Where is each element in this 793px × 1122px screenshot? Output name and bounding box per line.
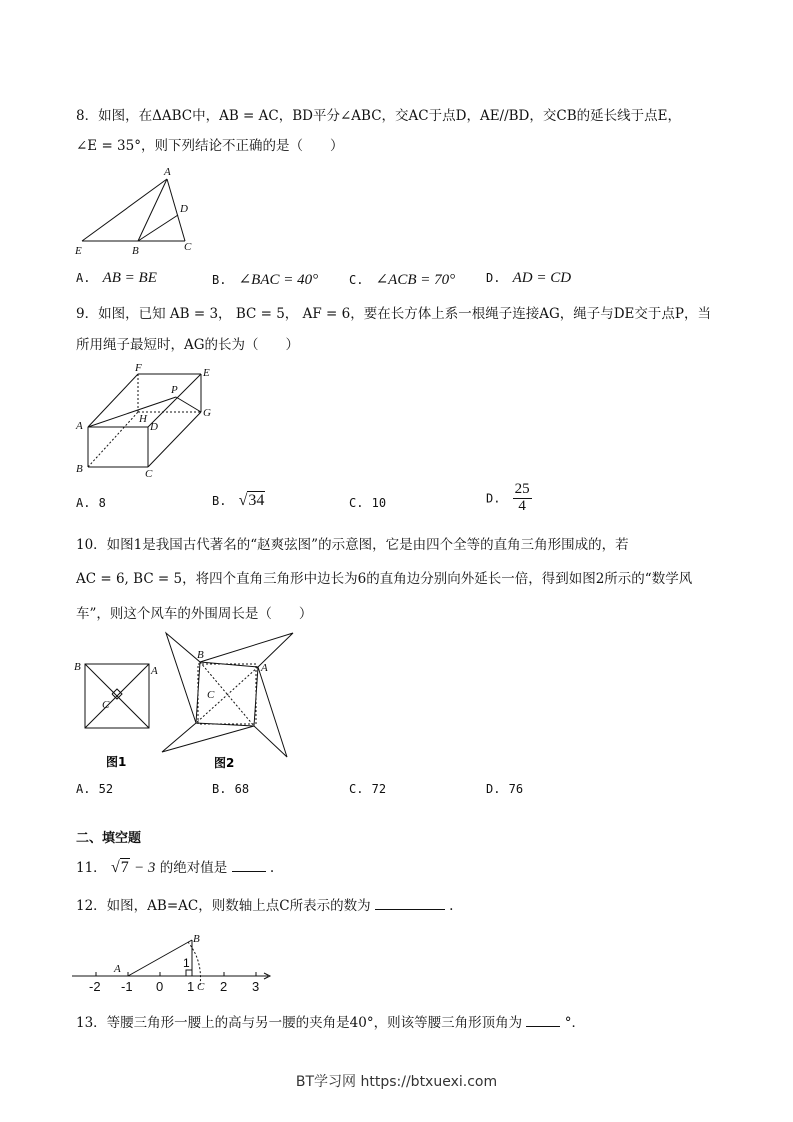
label-h: H	[139, 413, 147, 425]
label-p: P	[171, 384, 178, 396]
option-letter: D.	[486, 271, 501, 285]
q13-text: 13．等腰三角形一腰上的高与另一腰的夹角是40°，则该等腰三角形顶角为	[76, 1015, 523, 1031]
caption-figure2: 图2	[214, 756, 235, 770]
option-text: AD = CD	[512, 270, 572, 286]
q12-stem	[76, 894, 453, 914]
hidden-edge-bh	[88, 412, 138, 467]
radicand: 7	[120, 859, 129, 876]
q10-figure2-windmill	[160, 630, 300, 770]
label-b: B	[74, 661, 81, 673]
q10-option-a[interactable]	[76, 782, 113, 797]
option-letter: C.	[349, 782, 364, 796]
label-b: B	[197, 649, 204, 661]
label-a: A	[164, 166, 171, 178]
q9-option-c[interactable]	[349, 496, 386, 511]
q11-suffix: 的绝对值是	[159, 860, 228, 876]
q10-option-b[interactable]	[212, 782, 249, 797]
option-letter: C.	[349, 273, 364, 287]
tick-label: -1	[121, 979, 133, 994]
q10-option-d[interactable]	[486, 782, 523, 797]
edge-af	[88, 374, 138, 427]
q13-end: °．	[564, 1015, 585, 1031]
inner-square	[112, 689, 122, 699]
radicand: 34	[248, 492, 265, 509]
q9-stem-line1: 9．如图，已知 AB = 3， BC = 5， AF = 6，要在长方体上系一根绳子连接AG，绳子与DE交于点P，当	[76, 306, 711, 322]
label-b: B	[193, 933, 200, 945]
label-g: G	[203, 407, 211, 419]
q10-stem-line3: 车”，则这个风车的外围周长是（ ）	[76, 606, 313, 622]
option-text: ∠ACB = 70°	[375, 272, 456, 288]
option-text: 72	[371, 782, 387, 796]
q10-option-c[interactable]	[349, 782, 386, 797]
label-c: C	[197, 981, 205, 993]
right-angle-mark	[186, 970, 192, 976]
label-b: B	[76, 463, 83, 475]
label-c: C	[145, 468, 153, 478]
q13-stem	[76, 1011, 585, 1031]
label-c: C	[102, 699, 110, 711]
q10-stem-line2: AC = 6, BC = 5，将四个直角三角形中边长为6的直角边分别向外延长一倍，得到如图2所示的“数学风	[76, 571, 693, 587]
vane-bottom	[162, 723, 254, 752]
label-a: A	[261, 662, 268, 674]
q9-cuboid-figure	[70, 360, 220, 478]
dashed-diag-2	[196, 667, 258, 723]
option-letter: D.	[486, 491, 501, 506]
label-e: E	[203, 367, 210, 379]
label-a: A	[151, 665, 158, 677]
tick-label: 3	[252, 979, 260, 994]
option-text: 10	[371, 496, 387, 510]
vane-right	[254, 667, 287, 757]
label-d: D	[150, 421, 158, 433]
q8-triangle-figure	[70, 162, 200, 257]
label-c: C	[184, 241, 192, 253]
option-text: AB = BE	[102, 270, 157, 286]
rope-pg	[176, 397, 201, 412]
option-letter: D.	[486, 782, 501, 796]
q11-sqrt: √7	[110, 859, 129, 876]
q12-end: .	[449, 898, 454, 914]
q9-stem-line2: 所用绳子最短时，AG的长为（ ）	[76, 337, 300, 353]
label-b: B	[132, 245, 139, 257]
q11-prefix: 11．	[76, 860, 107, 876]
tick-label: -2	[89, 979, 101, 994]
tick-label: 2	[220, 979, 228, 994]
option-text: ∠BAC = 40°	[238, 272, 319, 288]
label-c: C	[207, 689, 215, 701]
numerator: 25	[514, 481, 530, 497]
q8-stem-line1: 8．如图，在ΔABC中，AB = AC，BD平分∠ABC，交AC于点D，AE//BD，交CB的延长线于点E，	[76, 108, 681, 124]
label-a: A	[76, 420, 83, 432]
line-ea	[82, 179, 167, 241]
option-text: 52	[98, 782, 114, 796]
option-letter: B.	[212, 494, 227, 508]
q9-option-d[interactable]	[486, 482, 532, 515]
q9-option-b[interactable]	[212, 492, 265, 510]
edge-de	[148, 374, 201, 427]
q10-figure1	[72, 656, 162, 771]
sqrt-expression: √34	[238, 492, 265, 509]
fraction	[513, 482, 532, 515]
q8-option-d[interactable]	[486, 270, 571, 287]
q11-answer-blank[interactable]	[232, 859, 266, 872]
label-one: 1	[183, 956, 190, 970]
option-letter: A.	[76, 782, 91, 796]
vane-top	[200, 633, 293, 667]
q11-stem	[76, 856, 274, 877]
label-d: D	[180, 203, 188, 215]
option-letter: B.	[212, 273, 227, 287]
denominator: 4	[518, 497, 526, 514]
q13-answer-blank[interactable]	[526, 1014, 560, 1027]
q10-stem-line1: 10．如图1是我国古代著名的“赵爽弦图”的示意图，它是由四个全等的直角三角形围成的，若	[76, 537, 629, 553]
option-letter: B.	[212, 782, 227, 796]
q12-answer-blank[interactable]	[375, 897, 445, 910]
tick-label: 0	[156, 979, 164, 994]
tick-label: 1	[187, 979, 195, 994]
q9-option-a[interactable]	[76, 496, 106, 511]
option-letter: A.	[76, 271, 91, 285]
q11-end: .	[269, 860, 275, 876]
option-text: 76	[508, 782, 524, 796]
option-letter: C.	[349, 496, 364, 510]
option-letter: A.	[76, 496, 91, 510]
q8-option-b[interactable]	[212, 270, 318, 289]
label-a: A	[114, 963, 121, 975]
q12-number-line-figure	[70, 926, 280, 996]
page-footer: BT学习网 https://btxuexi.com	[295, 1074, 498, 1090]
option-text: 8	[98, 496, 106, 510]
q12-text: 12．如图，AB=AC，则数轴上点C所表示的数为	[76, 898, 371, 914]
label-e: E	[75, 245, 82, 257]
vane-left	[166, 633, 200, 723]
q8-option-c[interactable]	[349, 270, 455, 289]
caption-figure1: 图1	[106, 755, 127, 769]
label-f: F	[135, 362, 142, 374]
q8-option-a[interactable]	[76, 270, 157, 287]
section-title-fill-in: 二、填空题	[76, 831, 142, 846]
q11-minus: − 3	[134, 860, 156, 876]
option-text: 68	[234, 782, 250, 796]
q8-stem-line2: ∠E = 35°，则下列结论不正确的是（ ）	[76, 138, 344, 154]
